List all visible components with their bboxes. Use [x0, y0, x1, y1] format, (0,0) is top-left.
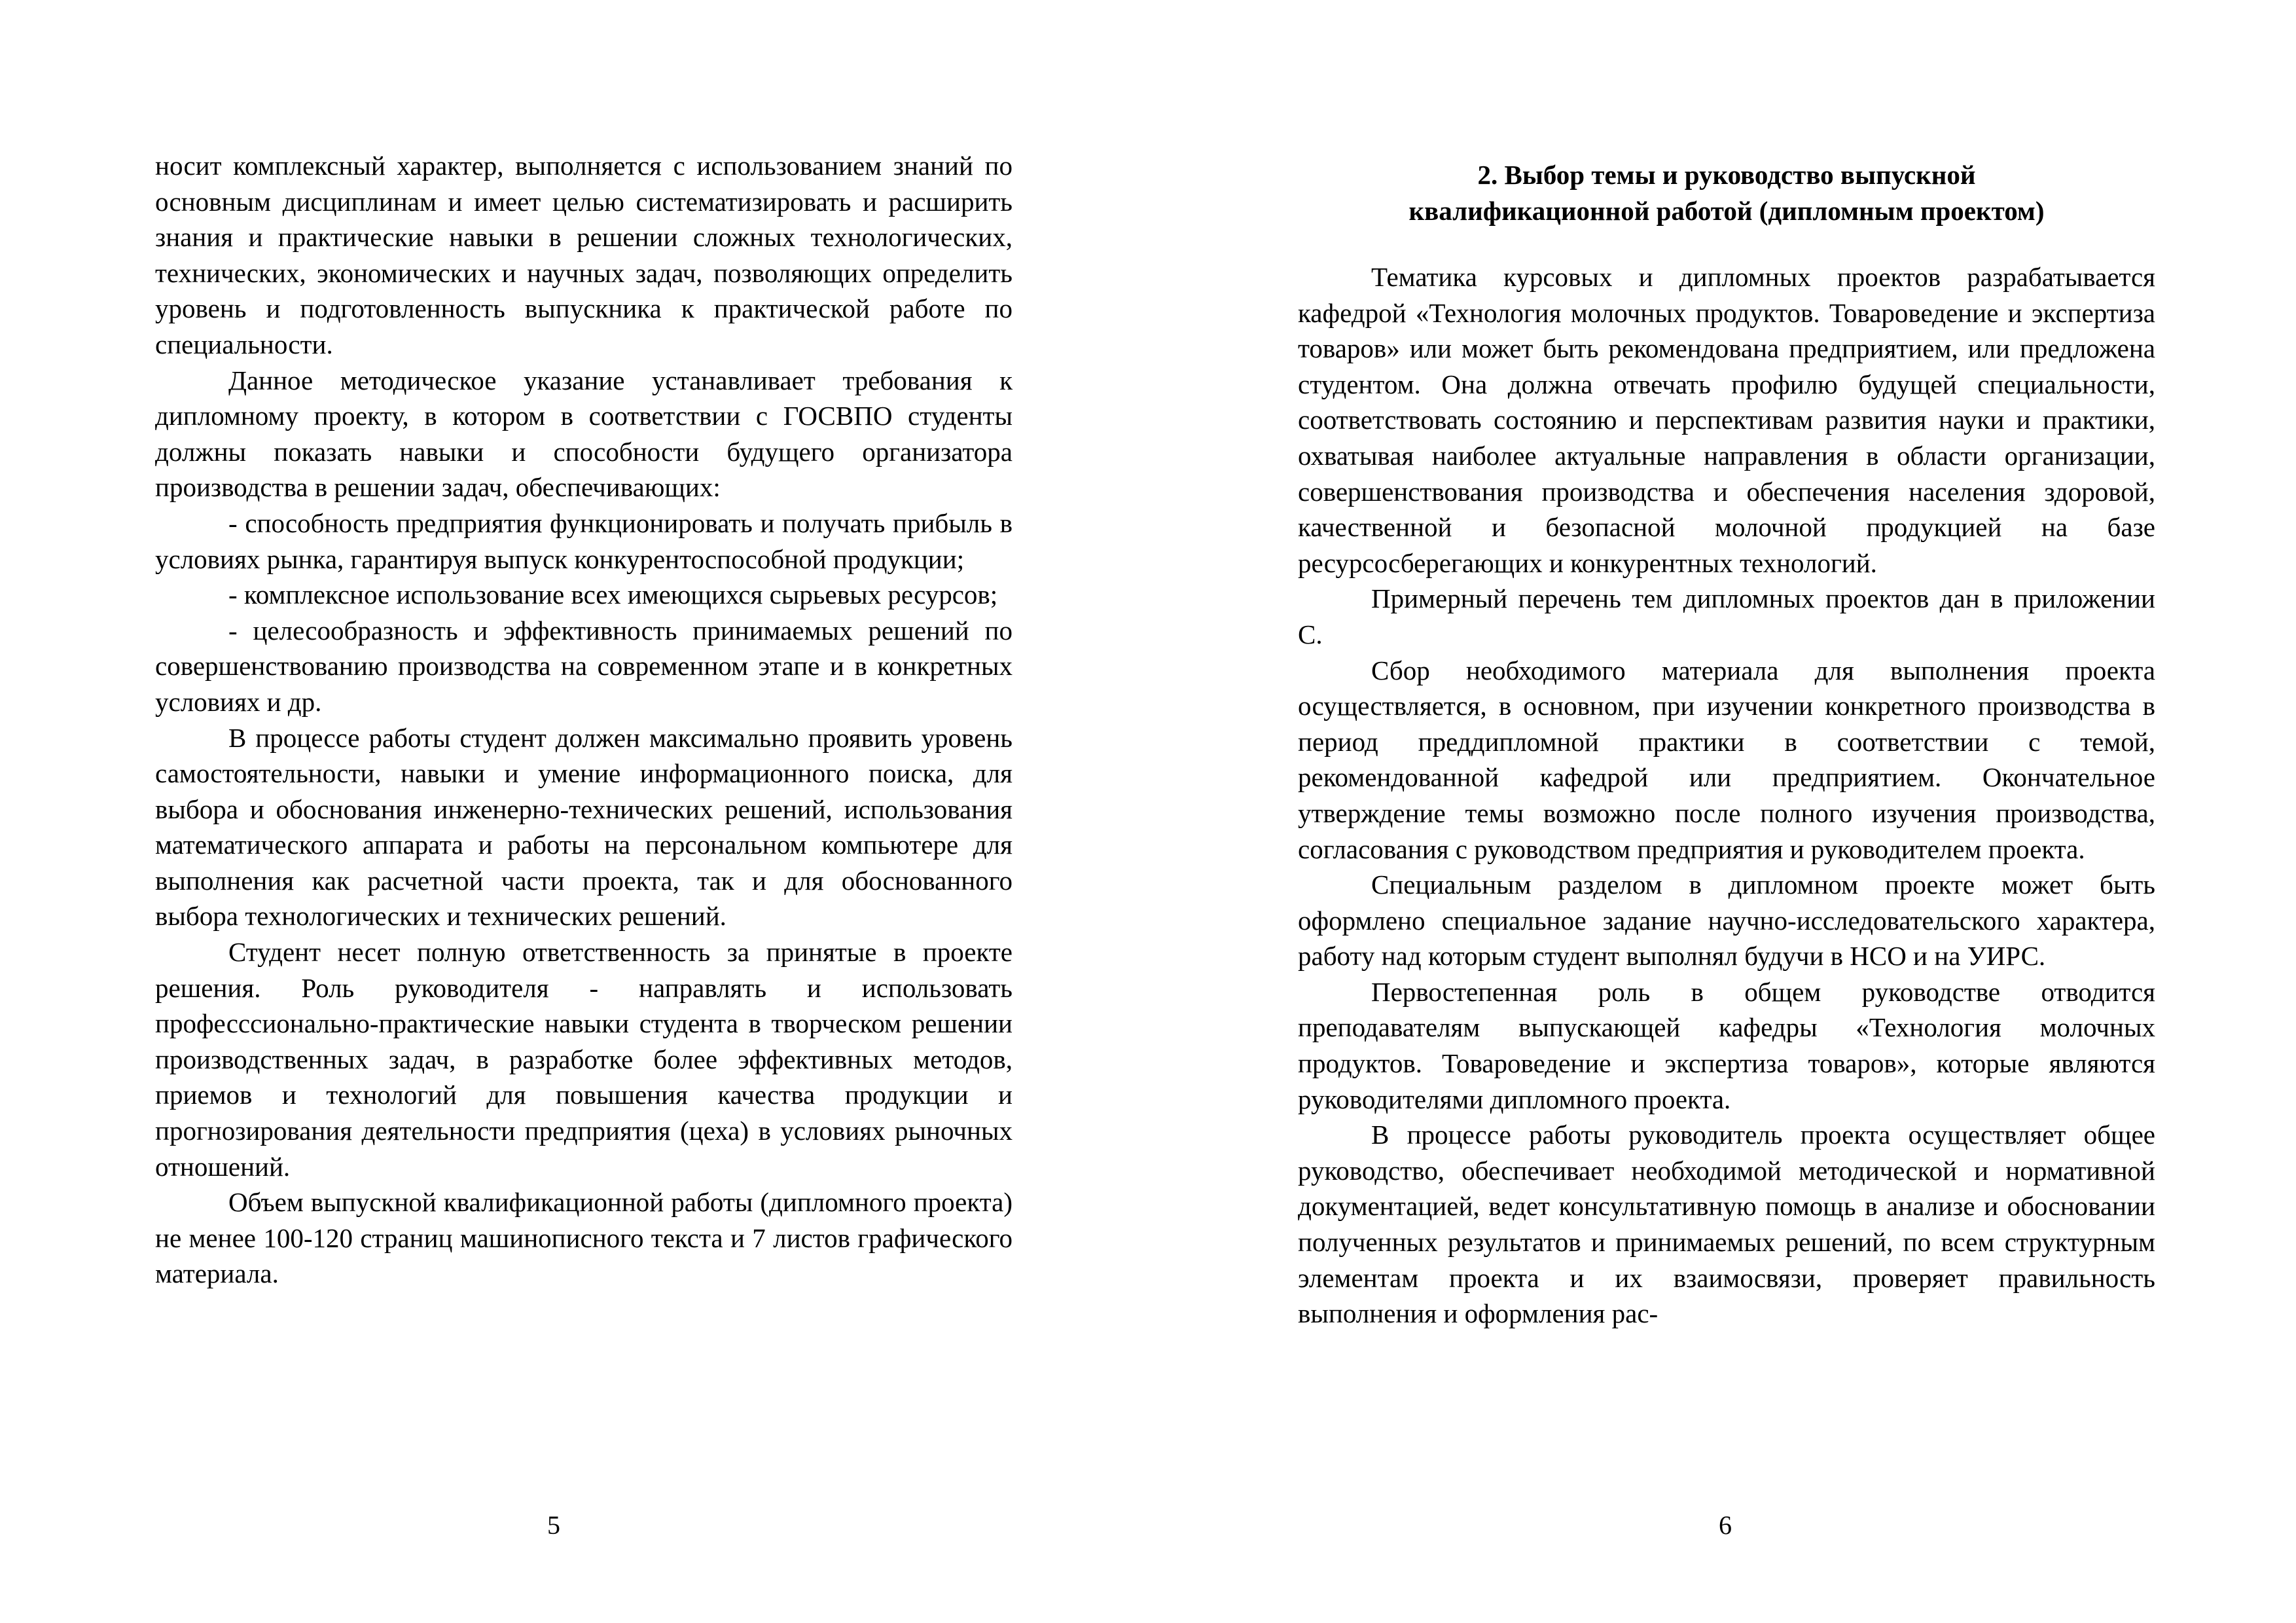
right-page	[1148, 0, 2296, 1623]
paragraph: Студент несет полную ответственность за принятые в проекте решения. Роль руководителя - направлять и использовать професссионально-практические навыки студента в творческом решении производственных задач, в разработке более эффективных методов, приемов и технологий для повышения качества продукции и прогнозирования деятельности предприятия (цеха) в условиях рыночных отношений.	[155, 937, 1013, 1182]
paragraph: Тематика курсовых и дипломных проектов разрабатывается кафедрой «Технология молочных продуктов. Товароведение и экспертиза товаров» или может быть рекомендована предприятием, или предложена студентом. Она должна отвечать профилю будущей специальности, соответствовать состоянию и перспективам развития науки и практики, охватывая наиболее актуальные направления в области организации, совершенствования производства и обеспечения населения здоровой, качественной и безопасной молочной продукцией на базе ресурсосберегающих и конкурентных технологий.	[1298, 262, 2155, 578]
paragraph: Примерный перечень тем дипломных проектов дан в приложении С.	[1298, 583, 2155, 649]
page-number: 6	[1719, 1510, 1732, 1540]
page-number: 5	[547, 1510, 560, 1540]
paragraph: носит комплексный характер, выполняется с использованием знаний по основным дисциплинам и имеет целью систематизировать и расширить знания и практические навыки в решении сложных технологических, технических, экономических и научных задач, позволяющих определить уровень и подготовленность выпускника к практической работе по специальности.	[155, 151, 1013, 359]
paragraph: Сбор необходимого материала для выполнения проекта осуществляется, в основном, при изучении конкретного производства в период преддипломной практики в соответствии с темой, рекомендованной кафедрой или предприятием. Окончательное утверждение темы возможно после полного изучения производства, согласования с руководством предприятия и руководителем проекта.	[1298, 655, 2155, 864]
list-item: - комплексное использование всех имеющихся сырьевых ресурсов;	[228, 579, 998, 610]
list-item: - целесообразность и эффективность принимаемых решений по совершенствованию производства на современном этапе и в конкретных условиях и др.	[155, 615, 1013, 717]
left-page-body	[155, 148, 1013, 1292]
list-item: - способность предприятия функционировать и получать прибыль в условиях рынка, гарантируя выпуск конкурентоспособной продукции;	[155, 507, 1013, 574]
paragraph: Первостепенная роль в общем руководстве отводится преподавателям выпускающей кафедры «Технология молочных продуктов. Товароведение и экспертиза товаров», которые являются руководителями дипломного проекта.	[1298, 976, 2155, 1114]
section-heading-line-1: 2. Выбор темы и руководство выпускной	[1477, 160, 1976, 190]
paragraph: Данное методическое указание устанавливает требования к дипломному проекту, в котором в соответствии с ГОСВПО студенты должны показать навыки и способности будущего организатора производства в решении задач, обеспечивающих:	[155, 365, 1013, 503]
paragraph: Объем выпускной квалификационной работы (дипломного проекта) не менее 100-120 страниц машинописного текста и 7 листов графического материала.	[155, 1187, 1013, 1289]
paragraph: В процессе работы студент должен максимально проявить уровень самостоятельности, навыки и умение информационного поиска, для выбора и обоснования инженерно-технических решений, использования математического аппарата и работы на персональном компьютере для выполнения как расчетной части проекта, так и для обоснованного выбора технологических и технических решений.	[155, 722, 1013, 932]
section-heading	[1298, 157, 2155, 229]
paragraph: В процессе работы руководитель проекта осуществляет общее руководство, обеспечивает необходимой методической и нормативной документацией, ведет консультативную помощь в анализе и обосновании полученных результатов и принимаемых решений, по всем структурным элементам проекта и их взаимосвязи, проверяет правильность выполнения и оформления рас-	[1298, 1120, 2155, 1329]
right-page-body	[1298, 259, 2155, 1332]
paragraph: Специальным разделом в дипломном проекте может быть оформлено специальное задание научно-исследовательского характера, работу над которым студент выполнял будучи в НСО и на УИРС.	[1298, 869, 2155, 972]
section-heading-line-2: квалификационной работой (дипломным проектом)	[1408, 196, 2045, 226]
